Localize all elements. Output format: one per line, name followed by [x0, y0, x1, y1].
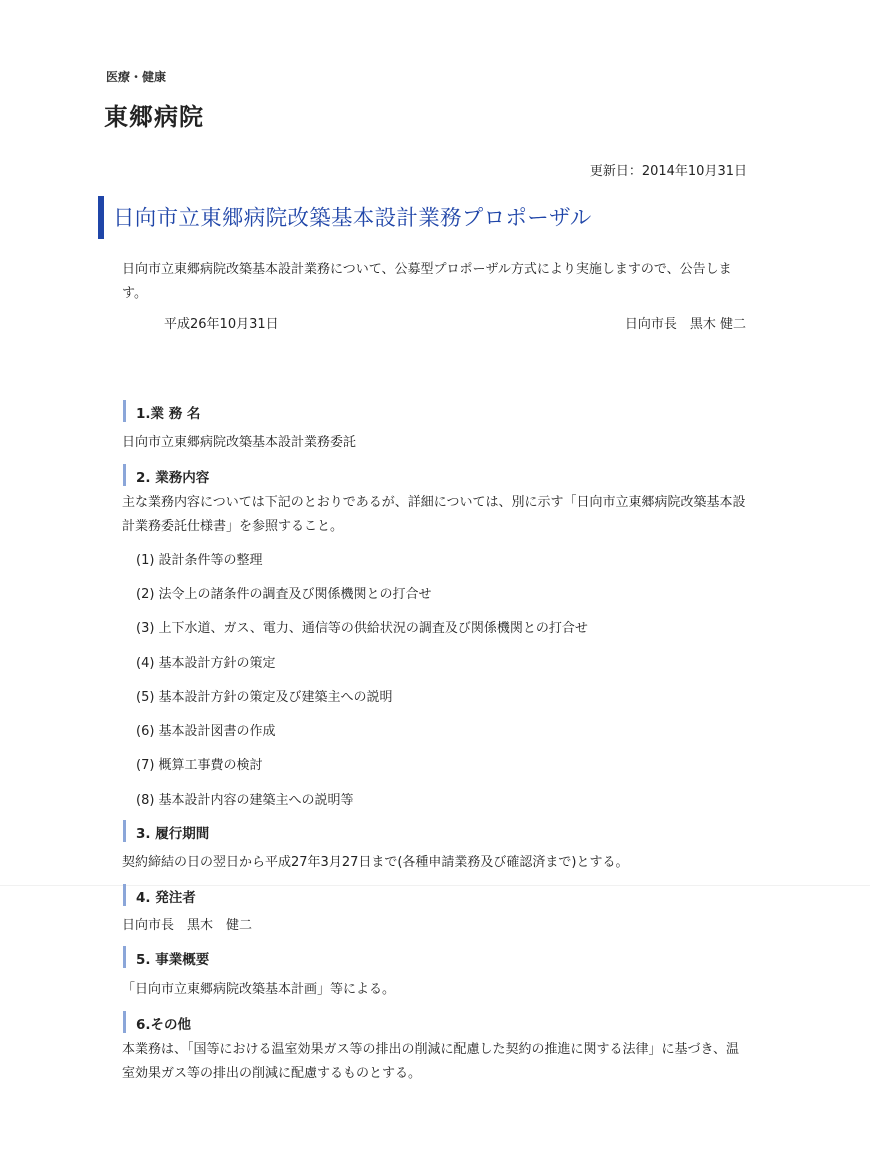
section-bar [123, 884, 126, 906]
task-item: (2) 法令上の諸条件の調査及び関係機関との打合せ [136, 587, 432, 602]
page-title: 東郷病院 [104, 103, 204, 131]
section-body-4: 日向市長 黒木 健二 [122, 918, 253, 933]
task-item: (5) 基本設計方針の策定及び建築主への説明 [136, 690, 393, 705]
section-heading-label: 6.その他 [136, 1017, 192, 1033]
section-body-6: 本業務は、「国等における温室効果ガス等の排出の削減に配慮した契約の推進に関する法律」に基づき、温室効果ガス等の排出の削減に配慮するものとする。 [122, 1042, 739, 1081]
notice-signer: 日向市長 黒木 健二 [624, 317, 746, 332]
title-accent-bar [98, 196, 104, 239]
notice-intro: 日向市立東郷病院改築基本設計業務について、公募型プロポーザル方式により実施しますので、公告します。 [122, 262, 732, 301]
section-heading-label: 2. 業務内容 [136, 470, 210, 486]
task-item: (7) 概算工事費の検討 [136, 758, 263, 773]
updated-date: 更新日：2014年10月31日 [589, 164, 747, 179]
task-item: (4) 基本設計方針の策定 [136, 656, 276, 671]
section-bar [123, 464, 126, 486]
section-heading-label: 4. 発注者 [136, 890, 196, 906]
section-body-5: 「日向市立東郷病院改築基本計画」等による。 [122, 982, 396, 997]
notice-title: 日向市立東郷病院改築基本設計業務プロポーザル [113, 206, 592, 231]
section-heading-label: 3. 履行期間 [136, 826, 210, 842]
section-body-2: 主な業務内容については下記のとおりであるが、詳細については、別に示す「日向市立東郷病院改築基本設計業務委託仕様書」を参照すること。 [122, 495, 746, 534]
section-bar [123, 946, 126, 968]
section-bar [123, 820, 126, 842]
section-body-3: 契約締結の日の翌日から平成27年3月27日まで(各種申請業務及び確認済まで)とする。 [122, 855, 629, 870]
task-item: (3) 上下水道、ガス、電力、通信等の供給状況の調査及び関係機関との打合せ [136, 621, 588, 636]
scan-line [0, 885, 870, 886]
section-heading-label: 5. 事業概要 [136, 952, 210, 968]
notice-date: 平成26年10月31日 [164, 317, 279, 332]
section-bar [123, 400, 126, 422]
task-item: (6) 基本設計図書の作成 [136, 724, 276, 739]
task-item: (1) 設計条件等の整理 [136, 553, 263, 568]
task-item: (8) 基本設計内容の建築主への説明等 [136, 793, 354, 808]
section-bar [123, 1011, 126, 1033]
section-body-1: 日向市立東郷病院改築基本設計業務委託 [122, 435, 357, 450]
category-label: 医療・健康 [106, 70, 167, 84]
section-heading-label: 1.業 務 名 [136, 406, 201, 422]
